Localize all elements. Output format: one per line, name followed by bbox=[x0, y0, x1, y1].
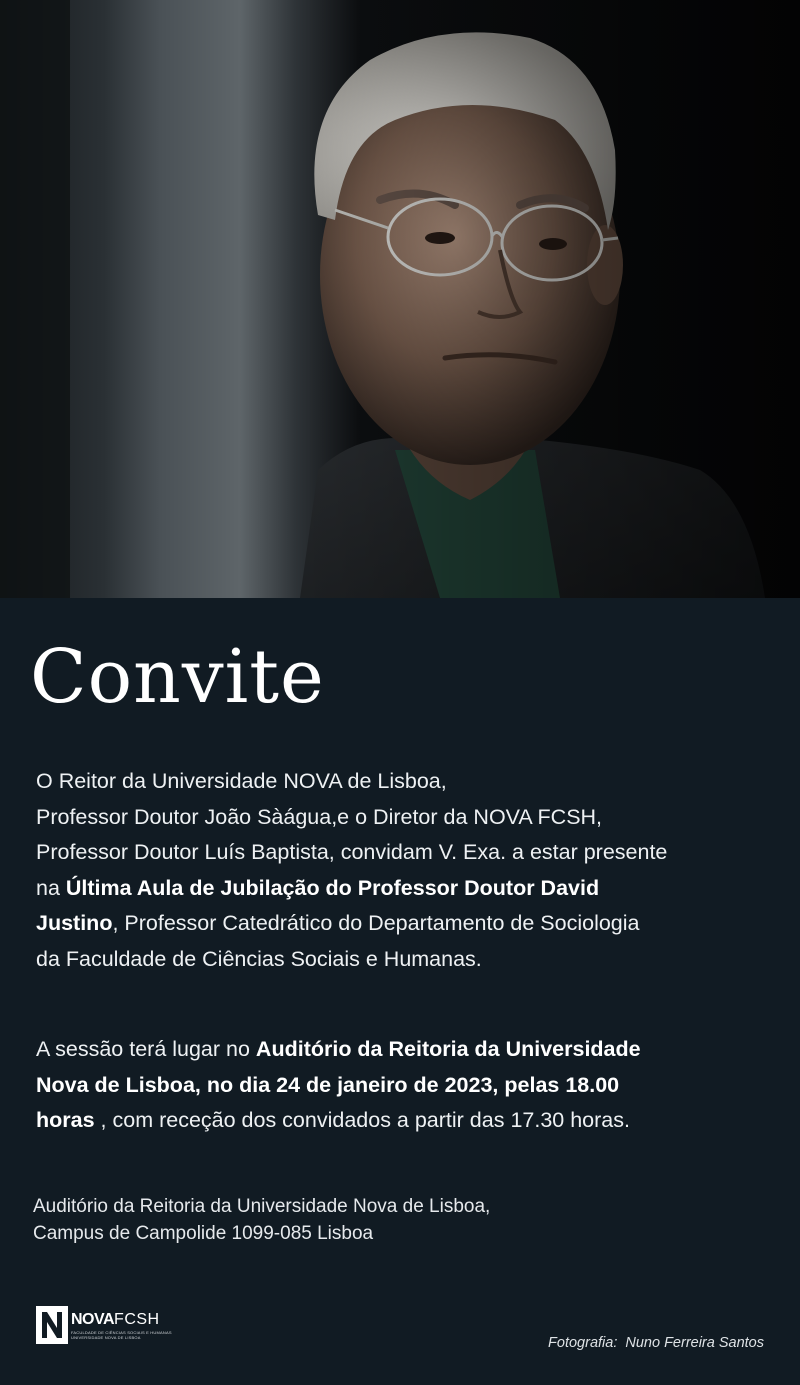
credit-label: Fotografia: bbox=[548, 1335, 618, 1351]
session-paragraph bbox=[36, 1032, 776, 1139]
lecture-title: Última Aula de Jubilação do Professor Doutor David bbox=[65, 875, 600, 900]
logo-subtitle bbox=[71, 1330, 181, 1340]
logo-sub-line: FACULDADE DE CIÊNCIAS SOCIAIS E HUMANAS bbox=[71, 1330, 172, 1335]
logo-nova: NOVA bbox=[71, 1311, 115, 1328]
logo-n-icon bbox=[36, 1306, 68, 1344]
text-segment: na bbox=[36, 875, 66, 900]
photo-credit bbox=[548, 1335, 764, 1351]
address-line: Auditório da Reitoria da Universidade Nova de Lisboa, bbox=[33, 1196, 491, 1217]
portrait-photo bbox=[0, 0, 800, 598]
date-time-text: Nova de Lisboa, no dia 24 de janeiro de 2023, pelas 18.00 bbox=[36, 1072, 620, 1097]
hours-text: horas bbox=[36, 1108, 95, 1132]
credit-name: Nuno Ferreira Santos bbox=[625, 1335, 764, 1351]
text-segment: O Reitor da Universidade NOVA de Lisboa, bbox=[36, 769, 447, 793]
logo-wordmark bbox=[71, 1312, 160, 1328]
text-segment: , com receção dos convidados a partir das 17.30 horas. bbox=[94, 1108, 630, 1132]
professor-name: Justino bbox=[36, 911, 113, 935]
text-segment: A sessão terá lugar no bbox=[36, 1037, 256, 1061]
text-segment: da Faculdade de Ciências Sociais e Humanas. bbox=[36, 946, 482, 971]
logo-sub-line: UNIVERSIDADE NOVA DE LISBOA bbox=[71, 1335, 141, 1340]
portrait-image bbox=[0, 0, 800, 598]
text-segment: Professor Doutor Luís Baptista, convidam V. Exa. a estar presente bbox=[36, 840, 668, 864]
address-line: Campus de Campolide 1099-085 Lisboa bbox=[33, 1223, 374, 1244]
nova-fcsh-logo bbox=[36, 1306, 186, 1346]
logo-fcsh: FCSH bbox=[114, 1311, 160, 1328]
text-segment: , Professor Catedrático do Departamento de Sociologia bbox=[112, 911, 640, 935]
venue-address bbox=[33, 1193, 490, 1247]
page-title: Convite bbox=[30, 634, 325, 720]
venue-text: Auditório da Reitoria da Universidade bbox=[255, 1037, 641, 1061]
invitation-paragraph bbox=[36, 764, 776, 977]
text-segment: Professor Doutor João Sàágua,e o Diretor da NOVA FCSH, bbox=[36, 804, 603, 829]
